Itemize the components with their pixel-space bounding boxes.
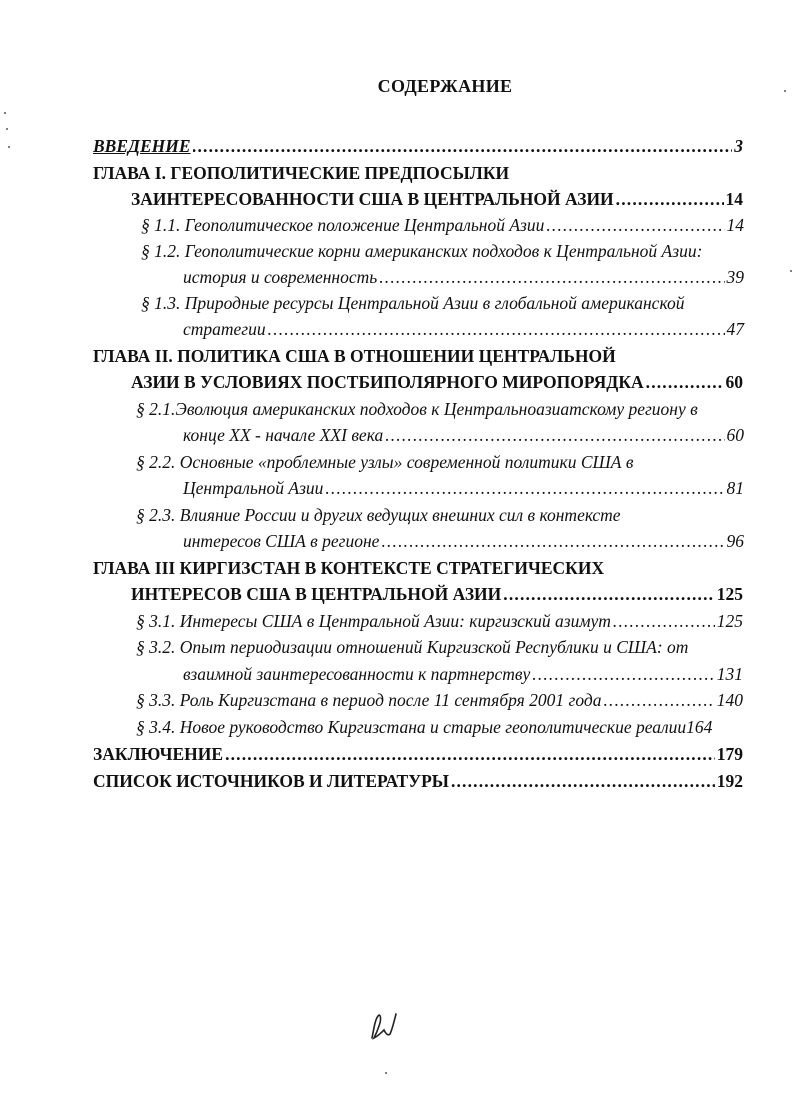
handwritten-mark-icon (368, 1008, 398, 1042)
toc-section-1-2[interactable] (183, 266, 744, 288)
toc-conclusion[interactable] (93, 743, 743, 765)
leader-dots (646, 371, 724, 393)
toc-entry-label: § 3.3. Роль Киргизстана в период после 11 сентября 2001 года (136, 690, 602, 710)
leader-dots (603, 689, 714, 711)
toc-chapter-3[interactable] (131, 583, 743, 605)
toc-entry-label: конце XX - начале XXI века (183, 425, 384, 445)
toc-entry-label: СПИСОК ИСТОЧНИКОВ И ЛИТЕРАТУРЫ (93, 771, 449, 791)
leader-dots (325, 477, 724, 499)
toc-page-number: 125 (716, 584, 743, 604)
scan-speck (8, 146, 10, 148)
toc-entry-label: история и современность (183, 267, 378, 287)
toc-page-number: 164 (686, 717, 713, 737)
toc-entry-label: ЗАИНТЕРЕСОВАННОСТИ США В ЦЕНТРАЛЬНОЙ АЗИИ (131, 189, 614, 209)
toc-section-1-1[interactable] (141, 214, 744, 236)
toc-section-2-3-title[interactable]: § 2.3. Влияние России и других ведущих внешних сил в контексте (136, 505, 621, 525)
toc-page-number: 179 (716, 744, 743, 764)
toc-entry-label: § 3.4. Новое руководство Киргизстана и старые геополитические реалии (136, 717, 687, 737)
toc-entry-label: АЗИИ В УСЛОВИЯХ ПОСТБИПОЛЯРНОГО МИРОПОРЯДКА (131, 372, 644, 392)
toc-entry-label: Центральной Азии (183, 478, 324, 498)
toc-page-number: 140 (716, 690, 743, 710)
toc-entry-label: § 3.1. Интересы США в Центральной Азии: киргизский азимут (136, 611, 611, 631)
toc-entry-label: интересов США в регионе (183, 531, 380, 551)
leader-dots (193, 135, 733, 157)
toc-page-number: 47 (726, 319, 744, 339)
toc-page-number: 14 (725, 189, 743, 209)
leader-dots (546, 214, 724, 236)
toc-section-2-1-title[interactable]: § 2.1.Эволюция американских подходов к Центральноазиатскому региону в (136, 399, 698, 419)
toc-page-number: 81 (726, 478, 744, 498)
leader-dots (503, 583, 714, 605)
toc-entry-label: ЗАКЛЮЧЕНИЕ (93, 744, 224, 764)
toc-section-3-1[interactable] (136, 610, 743, 632)
toc-section-2-2[interactable] (183, 477, 744, 499)
leader-dots (381, 530, 724, 552)
toc-section-2-3[interactable] (183, 530, 744, 552)
toc-page-number: 60 (726, 425, 744, 445)
leader-dots (379, 266, 724, 288)
toc-section-1-3[interactable] (183, 318, 744, 340)
toc-page-number: 192 (716, 771, 743, 791)
toc-section-3-3[interactable] (136, 689, 743, 711)
leader-dots (532, 663, 714, 685)
scan-speck (790, 270, 792, 272)
toc-chapter-2[interactable] (131, 371, 743, 393)
scan-speck (385, 1072, 387, 1074)
toc-section-3-2[interactable] (183, 663, 743, 685)
toc-page-number: 3 (734, 136, 743, 156)
leader-dots (385, 424, 724, 446)
toc-entry-introduction[interactable] (93, 135, 743, 157)
toc-chapter-1-title[interactable]: ГЛАВА I. ГЕОПОЛИТИЧЕСКИЕ ПРЕДПОСЫЛКИ (93, 163, 510, 183)
leader-dots (225, 743, 715, 765)
toc-chapter-1[interactable] (131, 188, 743, 210)
toc-page-number: 131 (716, 664, 743, 684)
scan-speck (784, 90, 786, 92)
toc-chapter-3-title[interactable]: ГЛАВА III КИРГИЗСТАН В КОНТЕКСТЕ СТРАТЕГИЧЕСКИХ (93, 558, 605, 578)
toc-section-2-1[interactable] (183, 424, 744, 446)
toc-bibliography[interactable] (93, 770, 743, 792)
page-title: СОДЕРЖАНИЕ (377, 76, 513, 96)
toc-entry-label: стратегии (183, 319, 266, 339)
scan-speck (6, 128, 8, 130)
toc-entry-label: ИНТЕРЕСОВ США В ЦЕНТРАЛЬНОЙ АЗИИ (131, 584, 502, 604)
toc-page-number: 96 (726, 531, 744, 551)
toc-page-number: 14 (726, 215, 744, 235)
toc-section-1-2-title[interactable]: § 1.2. Геополитические корни американских подходов к Центральной Азии: (141, 241, 703, 261)
scan-speck (4, 112, 6, 114)
toc-section-1-3-title[interactable]: § 1.3. Природные ресурсы Центральной Азии в глобальной американской (141, 293, 685, 313)
leader-dots (616, 188, 724, 210)
toc-entry-label: взаимной заинтересованности к партнерству (183, 664, 531, 684)
toc-page-number: 60 (725, 372, 743, 392)
toc-section-3-2-title[interactable]: § 3.2. Опыт периодизации отношений Киргизской Республики и США: от (136, 637, 689, 657)
toc-entry-label: ВВЕДЕНИЕ (93, 136, 191, 156)
toc-section-2-2-title[interactable]: § 2.2. Основные «проблемные узлы» современной политики США в (136, 452, 634, 472)
leader-dots (613, 610, 715, 632)
toc-chapter-2-title[interactable]: ГЛАВА II. ПОЛИТИКА США В ОТНОШЕНИИ ЦЕНТРАЛЬНОЙ (93, 346, 616, 366)
toc-page-number: 125 (716, 611, 743, 631)
toc-section-3-4[interactable] (136, 716, 712, 738)
toc-entry-label: § 1.1. Геополитическое положение Центральной Азии (141, 215, 545, 235)
leader-dots (268, 318, 725, 340)
toc-page-number: 39 (726, 267, 744, 287)
leader-dots (451, 770, 715, 792)
